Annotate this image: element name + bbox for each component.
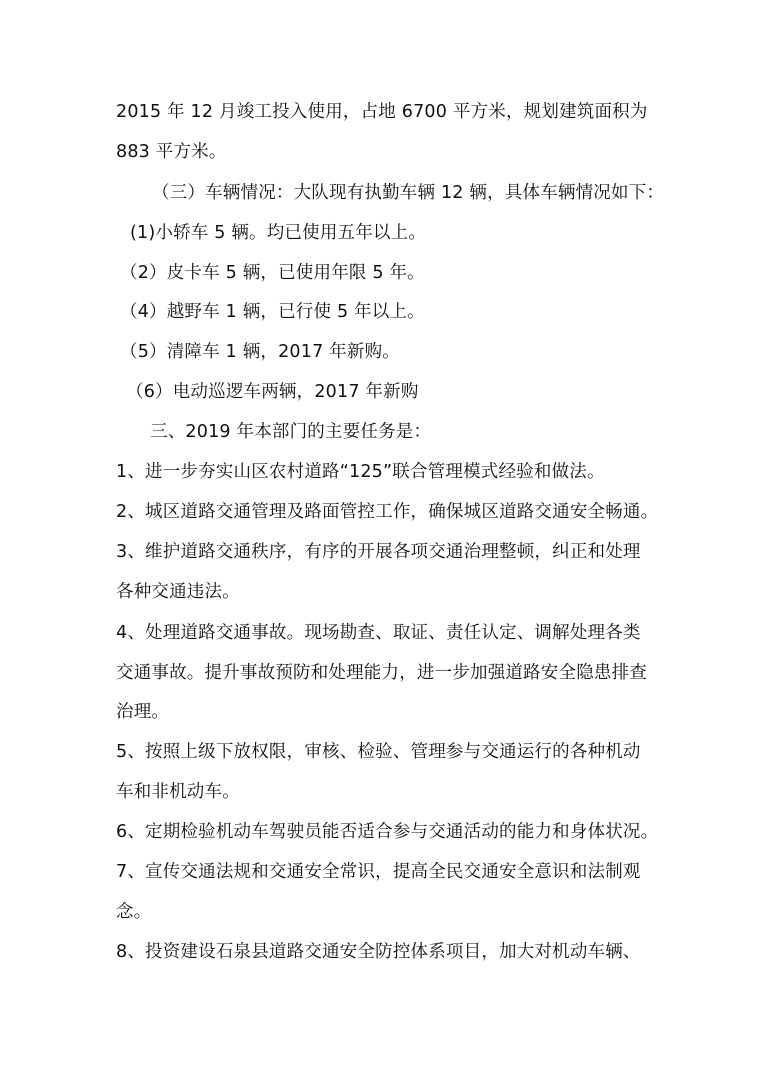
task-item-continuation: 车和非机动车。 xyxy=(116,782,240,802)
task-item: 2、城区道路交通管理及路面管控工作，确保城区道路交通安全畅通。 xyxy=(116,502,659,522)
task-item: 6、定期检验机动车驾驶员能否适合参与交通活动的能力和身体状况。 xyxy=(116,822,659,842)
task-item-continuation: 念。 xyxy=(116,902,152,922)
task-item-continuation: 各种交通违法。 xyxy=(116,582,240,602)
task-item-continuation: 治理。 xyxy=(116,702,170,722)
list-item: (1)小轿车 5 辆。均已使用五年以上。 xyxy=(130,223,427,243)
task-item: 8、投资建设石泉县道路交通安全防控体系项目，加大对机动车辆、 xyxy=(116,942,641,962)
task-item: 3、维护道路交通秩序，有序的开展各项交通治理整顿，纠正和处理 xyxy=(116,542,641,562)
text-line: 883 平方米。 xyxy=(116,142,227,162)
task-item-continuation: 交通事故。提升事故预防和处理能力，进一步加强道路安全隐患排查 xyxy=(116,663,647,683)
list-item: （6）电动巡逻车两辆，2017 年新购 xyxy=(126,382,419,402)
list-item: （4）越野车 1 辆，已行使 5 年以上。 xyxy=(120,302,425,322)
task-item: 7、宣传交通法规和交通安全常识，提高全民交通安全意识和法制观 xyxy=(116,862,641,882)
list-item: （5）清障车 1 辆，2017 年新购。 xyxy=(120,342,400,362)
section-heading: 三、2019 年本部门的主要任务是： xyxy=(150,422,432,442)
task-item: 1、进一步夯实山区农村道路“125”联合管理模式经验和做法。 xyxy=(116,462,605,482)
text-line: （三）车辆情况：大队现有执勤车辆 12 辆，具体车辆情况如下： xyxy=(152,183,665,203)
text-line: 2015 年 12 月竣工投入使用，占地 6700 平方米，规划建筑面积为 xyxy=(116,102,648,122)
task-item: 5、按照上级下放权限，审核、检验、管理参与交通运行的各种机动 xyxy=(116,742,641,762)
task-item: 4、处理道路交通事故。现场勘查、取证、责任认定、调解处理各类 xyxy=(116,623,641,643)
list-item: （2）皮卡车 5 辆，已使用年限 5 年。 xyxy=(120,263,425,283)
